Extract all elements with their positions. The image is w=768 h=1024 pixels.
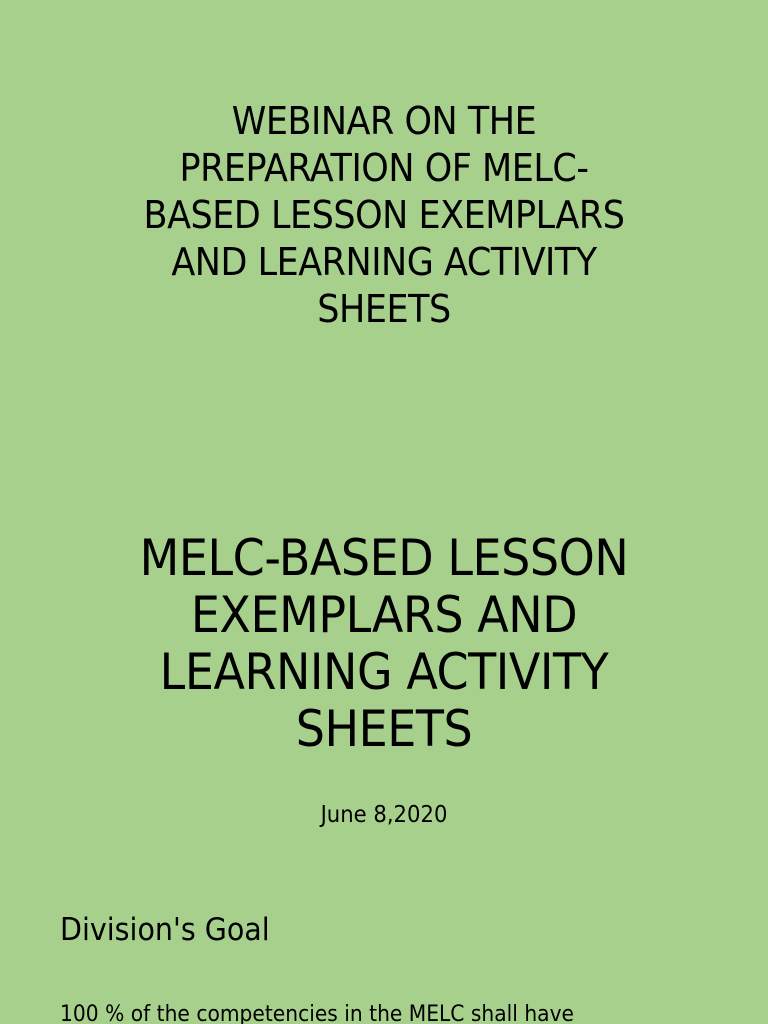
division-goal-text: 100 % of the competencies in the MELC shall have	[60, 1002, 575, 1024]
presentation-date: June 8,2020	[320, 802, 448, 828]
main-title	[68, 530, 701, 758]
webinar-title-line: AND LEARNING ACTIVITY	[171, 240, 597, 284]
webinar-title-line: WEBINAR ON THE	[231, 99, 537, 143]
webinar-title-line: SHEETS	[317, 287, 451, 331]
webinar-title-line: PREPARATION OF MELC-	[179, 146, 589, 190]
main-title-line: EXEMPLARS AND	[190, 586, 578, 644]
division-goal-heading: Division's Goal	[60, 912, 270, 948]
main-title-line: SHEETS	[295, 700, 473, 758]
webinar-title-line: BASED LESSON EXEMPLARS	[143, 193, 625, 237]
webinar-title	[86, 98, 682, 333]
main-title-line: MELC-BASED LESSON	[139, 529, 629, 587]
main-title-line: LEARNING ACTIVITY	[159, 643, 609, 701]
